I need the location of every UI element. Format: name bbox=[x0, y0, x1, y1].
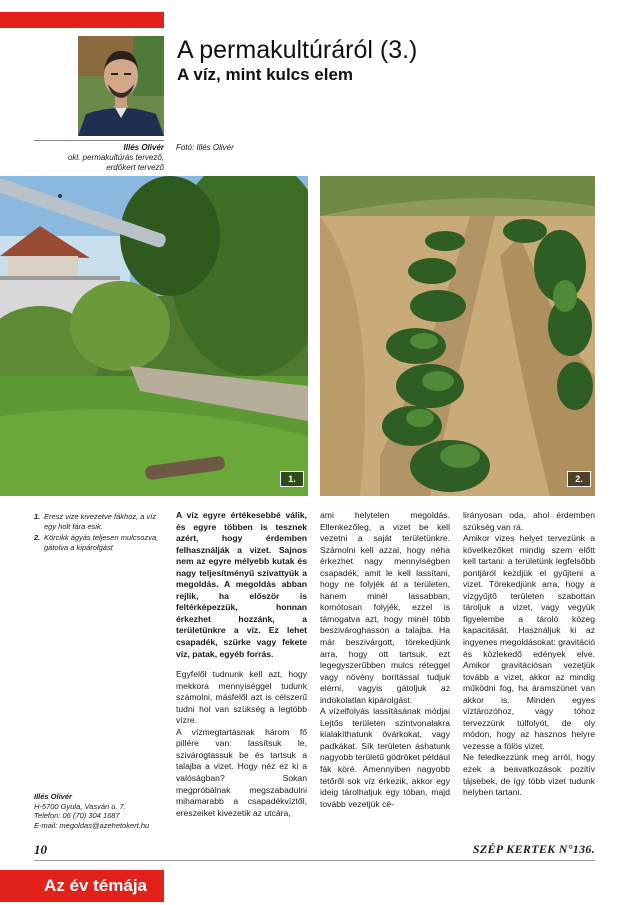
photo-captions bbox=[34, 512, 166, 554]
photo-number-badge: 1. bbox=[280, 471, 304, 487]
photo-credit: Fotó: Illés Olivér bbox=[176, 143, 234, 152]
author-contact bbox=[34, 792, 166, 830]
caption-item bbox=[34, 533, 166, 552]
footer-divider bbox=[34, 860, 595, 861]
contact-phone: Telefon: 06 (70) 304 1687 bbox=[34, 811, 120, 820]
body-paragraph: Egyfelől tudnunk kell azt, hogy mekkora mennyiséggel tudunk számolni, másfelől azt is célszerű tudni hol van szükség a legtöbb vízre. bbox=[176, 669, 307, 726]
photo-mulched-bed bbox=[320, 176, 595, 496]
body-paragraph: lirányosan oda, ahol érdemben szükség van rá. bbox=[463, 510, 595, 532]
author-role-line: okl. permakultúrás tervező, bbox=[67, 153, 164, 162]
contact-email: E-mail: megoldas@azehetokert.hu bbox=[34, 820, 150, 830]
photo-number-badge: 2. bbox=[567, 471, 591, 487]
body-paragraph: Amikor vizes helyet tervezünk a következőket mindig szem előtt kell tartani: a területünk legfelsőbb pontjáról kezdjük el gyűjteni a vizet. Törekedjünk arra, hogy a vízgyűjtő területen szabottan tároljuk a vizet, vagy vegyük figyelembe a tároló közeg kapacitását. Használjuk ki az ingyenes megoldásokat: gravitáció és közlekedő edények elve. Amikor gravitációsan vezetjük tovább a vizet, akkor az mindig működni fog, ha áramszünet van akkor is. Minden egyes víztározóhoz, vagy tóhoz tervezzünk túlfolyót, de oly módon, hogy az hasznos helyre vezesse a fölös vizet. bbox=[463, 533, 595, 751]
caption-number: 1. bbox=[34, 512, 41, 521]
article-subtitle: A víz, mint kulcs elem bbox=[177, 65, 354, 84]
author-name: Illés Olivér bbox=[123, 143, 164, 152]
caption-text: Eresz vize kivezetve fákhoz, a víz egy holt fára esik. bbox=[44, 512, 157, 531]
text-column-2 bbox=[320, 510, 450, 810]
author-portrait bbox=[78, 36, 164, 136]
text-column-1 bbox=[176, 510, 307, 819]
body-paragraph: A vízmegtartásnak három fő pillére van: lassítsuk le, szivárogtassuk be és tartsuk a talajba a vizet. Hogy néz ez ki a valóságban? Sokan megpróbálnak megszabadulni mihamarabb a csapadékvíztől, ereszeiket kivezetik az utcára, bbox=[176, 726, 307, 818]
contact-name: Illés Olivér bbox=[34, 792, 72, 801]
author-role-line: erdőkert tervező bbox=[106, 163, 164, 172]
body-paragraph: A vízelfolyás lassításának módjai Lejtős területen szintvonalakra kialakíthatunk övárkokat, vagy padkákat. Sík területen áshatunk nagyobb területű gödröket például fák köré. Amennyiben nagyobb tetőről sok víz érkezik, akkor egy ideig tárolhatjuk egy tóban, majd tovább vezetjük cé- bbox=[320, 706, 450, 809]
text-column-3 bbox=[463, 510, 595, 799]
caption-number: 2. bbox=[34, 533, 41, 542]
article-title: A permakultúráról (3.) bbox=[177, 36, 418, 64]
author-role bbox=[34, 153, 164, 173]
body-paragraph: ami helytelen megoldás. Ellenkezőleg, a vizet be kell vezetni a saját területünkre. Számolni kell azzal, hogy néha érkezhet nagy mennyiségben csapadék, amit le kell lassítani, hogy ne folyjék át a területen, hanem minél lassabban, komótosan folyjék, ezzel is támogatva azt, hogy minél több beszivároghasson a talajba. Ha már beszivárgott, törekedjünk arra, hogy ott tartsuk, ezt legegyszerűbben mulcs réteggel vagy növény borítással tudjuk elérni, vagyis gátoljuk az indokolatlan kipárolgást. bbox=[320, 510, 450, 705]
page-number: 10 bbox=[34, 842, 47, 857]
section-label: Az év témája bbox=[44, 876, 147, 895]
lead-paragraph: A víz egyre értékesebbé válik, és egyre többen is tesznek azért, hogy érdemben felhasználják a vizet. Sajnos nem az egyre mélyebb kutak és nagy teljesítményű szivattyúk a megoldás. A megoldás abban rejlik, ha először is feltérképezzük, honnan érkezhet hozzánk, a területünkre a víz. Ez lehet csapadék, szürke vagy fekete víz, patak, egyéb forrás. bbox=[176, 510, 307, 659]
caption-item bbox=[34, 512, 166, 531]
body-paragraph: Ne feledkezzünk meg arról, hogy ezek a beavatkozások pozitív tájsebek, de így több vizet tudunk helyben tartani. bbox=[463, 752, 595, 798]
contact-address: H-5700 Gyula, Vasvári u. 7. bbox=[34, 801, 126, 811]
photo-garden-downpipe bbox=[0, 176, 308, 496]
top-accent-bar bbox=[0, 12, 164, 28]
author-divider bbox=[34, 140, 164, 141]
caption-text: Körcikk ágyás teljesen mulcsozva, gátolva a kipárolgást bbox=[44, 533, 159, 552]
magazine-issue: SZÉP KERTEK N°136. bbox=[472, 842, 595, 856]
